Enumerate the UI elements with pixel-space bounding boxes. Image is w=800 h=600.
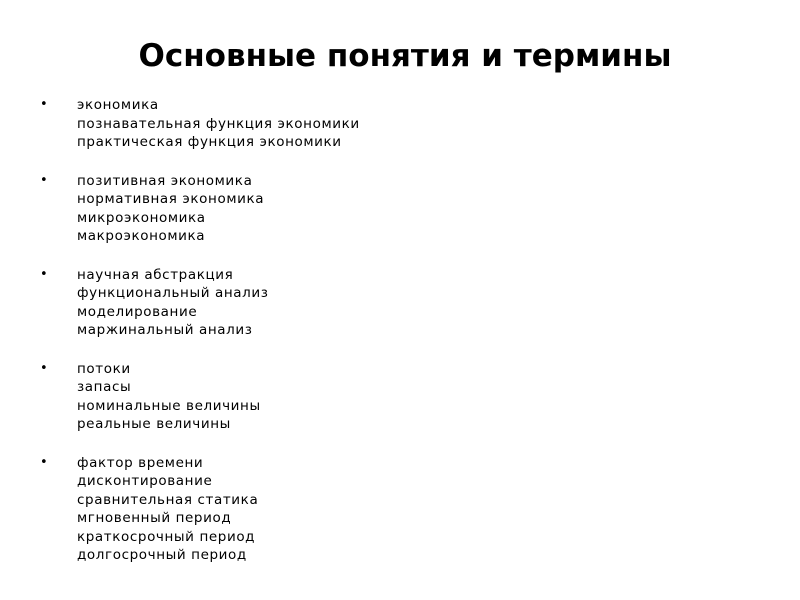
term-item: практическая функция экономики <box>77 134 342 150</box>
slide-title: Основные понятия и термины <box>138 38 672 74</box>
bullet-marker: • <box>40 360 48 376</box>
term-group <box>40 172 760 246</box>
term-item: потоки <box>77 360 131 377</box>
term-item: дисконтирование <box>77 473 213 489</box>
term-item: реальные величины <box>77 416 231 432</box>
term-item: краткосрочный период <box>77 528 256 545</box>
term-list <box>77 96 760 152</box>
term-item: фактор времени <box>77 454 204 471</box>
term-item: позитивная экономика <box>77 172 253 189</box>
term-list <box>77 454 760 565</box>
term-item: нормативная экономика <box>77 191 265 207</box>
term-group <box>40 360 760 434</box>
bullet-marker: • <box>40 172 48 188</box>
term-item: микроэкономика <box>77 209 206 226</box>
term-list <box>77 172 760 246</box>
term-item: моделирование <box>77 303 198 320</box>
term-item: функциональный анализ <box>77 285 269 301</box>
term-group <box>40 454 760 565</box>
term-list <box>77 360 760 434</box>
term-item: мгновенный период <box>77 510 232 526</box>
term-item: познавательная функция экономики <box>77 115 360 132</box>
term-item: макроэкономика <box>77 228 206 244</box>
term-group <box>40 266 760 340</box>
term-groups <box>40 96 760 585</box>
term-item: сравнительная статика <box>77 491 259 508</box>
term-item: долгосрочный период <box>77 547 247 563</box>
bullet-marker: • <box>40 97 48 112</box>
term-item: маржинальный анализ <box>77 322 253 338</box>
term-item: экономика <box>77 97 159 113</box>
term-list <box>77 266 760 340</box>
bullet-marker: • <box>40 266 48 282</box>
term-item: запасы <box>77 379 132 395</box>
bullet-marker: • <box>40 454 48 470</box>
term-item: номинальные величины <box>77 397 261 414</box>
term-group <box>40 96 760 152</box>
term-item: научная абстракция <box>77 266 234 283</box>
